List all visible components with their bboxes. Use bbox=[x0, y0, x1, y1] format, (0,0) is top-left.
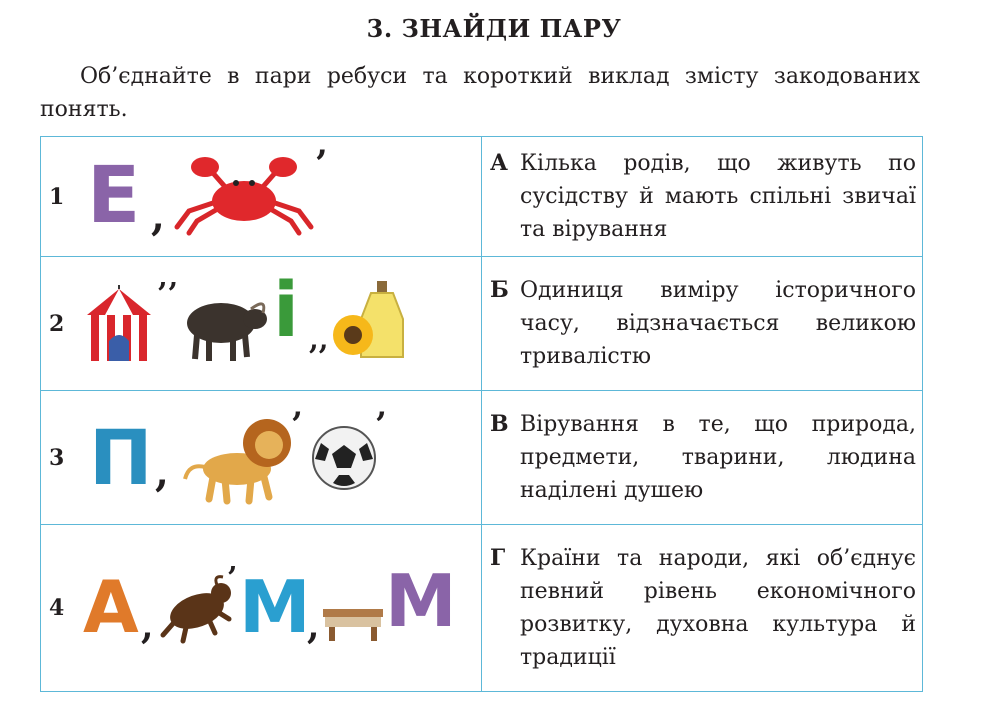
table-row bbox=[41, 525, 923, 692]
rebus-letter: М bbox=[385, 559, 457, 643]
soccer-ball-icon bbox=[311, 425, 377, 491]
rebus-letter: П bbox=[89, 413, 153, 502]
oil-and-sunflower-icon bbox=[331, 279, 411, 365]
exercise-title: 3. ЗНАЙДИ ПАРУ bbox=[366, 14, 622, 43]
buffalo-icon bbox=[181, 293, 271, 363]
answer-text: Одиниця виміру історичного часу, відзначається великою тривалістю bbox=[520, 278, 916, 369]
rebus-3 bbox=[77, 391, 477, 524]
answer-cell bbox=[482, 525, 923, 692]
answer-cell bbox=[482, 257, 923, 391]
rebus-2 bbox=[77, 257, 477, 390]
answer-letter: Б bbox=[490, 277, 509, 303]
rebus-cell bbox=[41, 137, 482, 257]
table-row bbox=[41, 257, 923, 391]
rebus-letter: М bbox=[239, 565, 311, 649]
rebus-letter: А bbox=[83, 565, 139, 649]
rebus-cell bbox=[41, 257, 482, 391]
matching-table bbox=[40, 136, 923, 692]
rebus-number: 4 bbox=[49, 595, 65, 621]
rebus-number: 1 bbox=[49, 183, 65, 210]
answer-text: Вірування в те, що природа, предмети, тварини, людина наділені душею bbox=[520, 412, 916, 503]
answer-letter: А bbox=[490, 150, 508, 176]
answer-letter: В bbox=[490, 411, 509, 437]
apostrophe-mark: ’ bbox=[375, 405, 387, 445]
rebus-cell bbox=[41, 391, 482, 525]
answer-text: Країни та народи, які об’єднує певний рівень економічного розвитку, духовна культура й традиції bbox=[520, 546, 916, 670]
double-apostrophe-mark: ’’ bbox=[157, 277, 178, 312]
wooden-bench-icon bbox=[323, 603, 383, 643]
instruction-text: Об’єднайте в пари ребуси та короткий виклад змісту закодованих понять. bbox=[40, 64, 920, 122]
rebus-letter: і bbox=[273, 265, 300, 354]
comma-mark: , bbox=[307, 605, 320, 647]
comma-mark: , bbox=[151, 193, 165, 240]
bull-icon bbox=[157, 575, 237, 645]
rebus-number: 3 bbox=[49, 444, 65, 471]
low-double-comma-mark: ,, bbox=[309, 323, 329, 356]
apostrophe-mark: ’ bbox=[227, 561, 238, 596]
answer-cell bbox=[482, 391, 923, 525]
answer-letter: Г bbox=[490, 545, 506, 571]
rebus-cell bbox=[41, 525, 482, 692]
circus-tent-icon bbox=[83, 285, 155, 365]
lion-icon bbox=[179, 413, 299, 503]
crab-icon bbox=[169, 153, 319, 233]
comma-mark: , bbox=[155, 449, 169, 496]
apostrophe-mark: ’ bbox=[315, 143, 328, 185]
answer-text: Кілька родів, що живуть по сусідству й мають спільні звичаї та вірування bbox=[520, 151, 916, 242]
rebus-1 bbox=[77, 137, 477, 256]
answer-cell bbox=[482, 137, 923, 257]
rebus-number: 2 bbox=[49, 310, 65, 337]
rebus-letter: Е bbox=[87, 151, 141, 241]
table-row bbox=[41, 391, 923, 525]
apostrophe-mark: ’ bbox=[291, 405, 303, 445]
rebus-4 bbox=[77, 525, 477, 691]
comma-mark: , bbox=[141, 605, 154, 647]
table-row bbox=[41, 137, 923, 257]
